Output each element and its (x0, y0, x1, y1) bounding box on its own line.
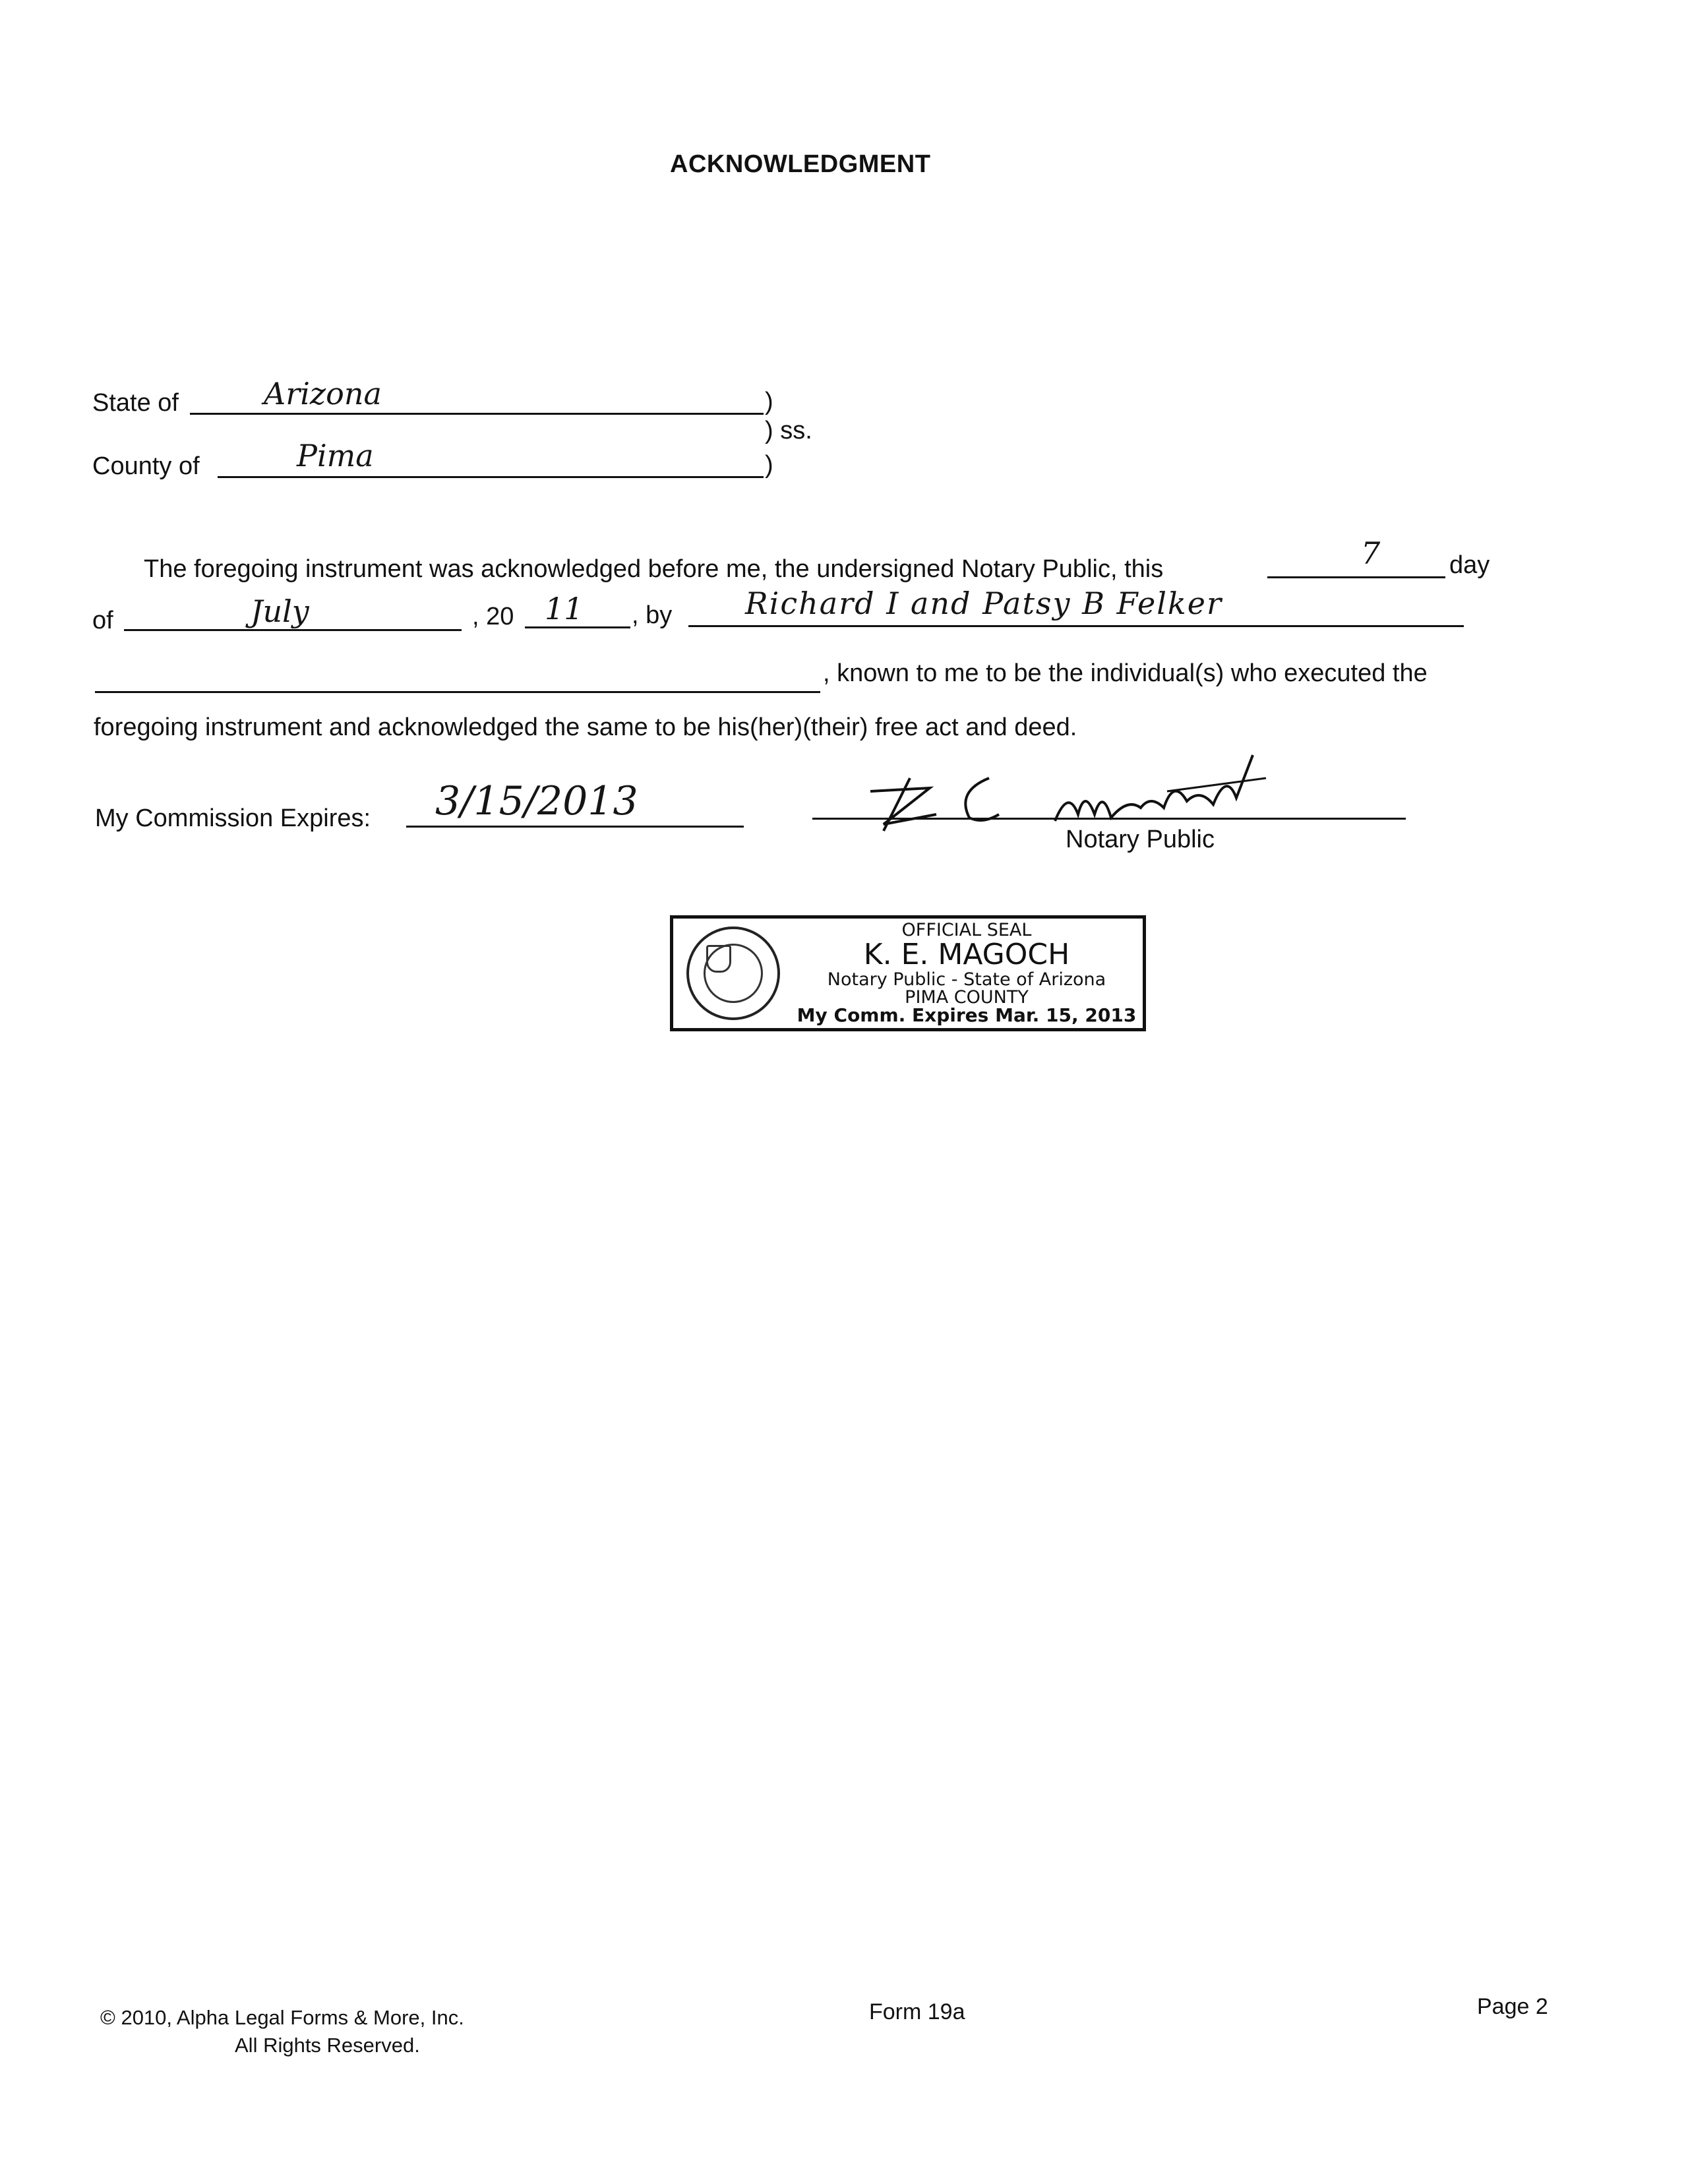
notary-public-label: Notary Public (1066, 826, 1215, 853)
seal-line-5: My Comm. Expires Mar. 15, 2013 (797, 1004, 1137, 1026)
by-label: , by (632, 601, 673, 629)
county-paren: ) (765, 451, 773, 479)
commission-label: My Commission Expires: (95, 804, 371, 832)
commission-underline (406, 826, 744, 828)
seal-line-3: Notary Public - State of Arizona (827, 969, 1106, 990)
document-title: ACKNOWLEDGMENT (670, 150, 931, 178)
names-underline (688, 625, 1464, 627)
names-continuation-underline (95, 691, 820, 693)
seal-line-4: PIMA COUNTY (905, 987, 1029, 1008)
of-label: of (92, 607, 113, 634)
month-value: July (251, 593, 309, 629)
state-value: Arizona (264, 376, 382, 411)
year-prefix: , 20 (472, 603, 514, 630)
state-seal-emblem-icon (686, 926, 780, 1020)
state-underline (190, 413, 764, 415)
names-value: Richard I and Patsy B Felker (745, 586, 1222, 621)
month-underline (124, 629, 462, 631)
footer-page-number: Page 2 (1477, 1994, 1548, 2019)
footer-rights: All Rights Reserved. (235, 2034, 420, 2057)
commission-value: 3/15/2013 (435, 778, 638, 824)
year-value: 11 (545, 591, 584, 626)
official-seal-stamp (670, 915, 1146, 1031)
day-label: day (1449, 551, 1490, 579)
paragraph-line-3: , known to me to be the individual(s) who executed the (823, 659, 1428, 687)
paragraph-line-4: foregoing instrument and acknowledged the same to be his(her)(their) free act and deed. (94, 713, 1077, 741)
county-value: Pima (297, 438, 374, 473)
day-underline (1267, 576, 1445, 578)
paragraph-line-1: The foregoing instrument was acknowledged before me, the undersigned Notary Public, this (144, 555, 1164, 583)
day-value: 7 (1361, 535, 1381, 571)
seal-line-2: K. E. MAGOCH (863, 938, 1070, 971)
county-underline (218, 476, 764, 478)
state-label: State of (92, 389, 179, 417)
state-paren: ) (765, 388, 773, 415)
ss-label: ) ss. (765, 417, 812, 444)
year-underline (525, 626, 630, 628)
footer-copyright: © 2010, Alpha Legal Forms & More, Inc. (100, 2006, 464, 2029)
seal-line-1: OFFICIAL SEAL (901, 920, 1032, 940)
county-label: County of (92, 452, 200, 480)
footer-form-number: Form 19a (869, 1999, 965, 2024)
